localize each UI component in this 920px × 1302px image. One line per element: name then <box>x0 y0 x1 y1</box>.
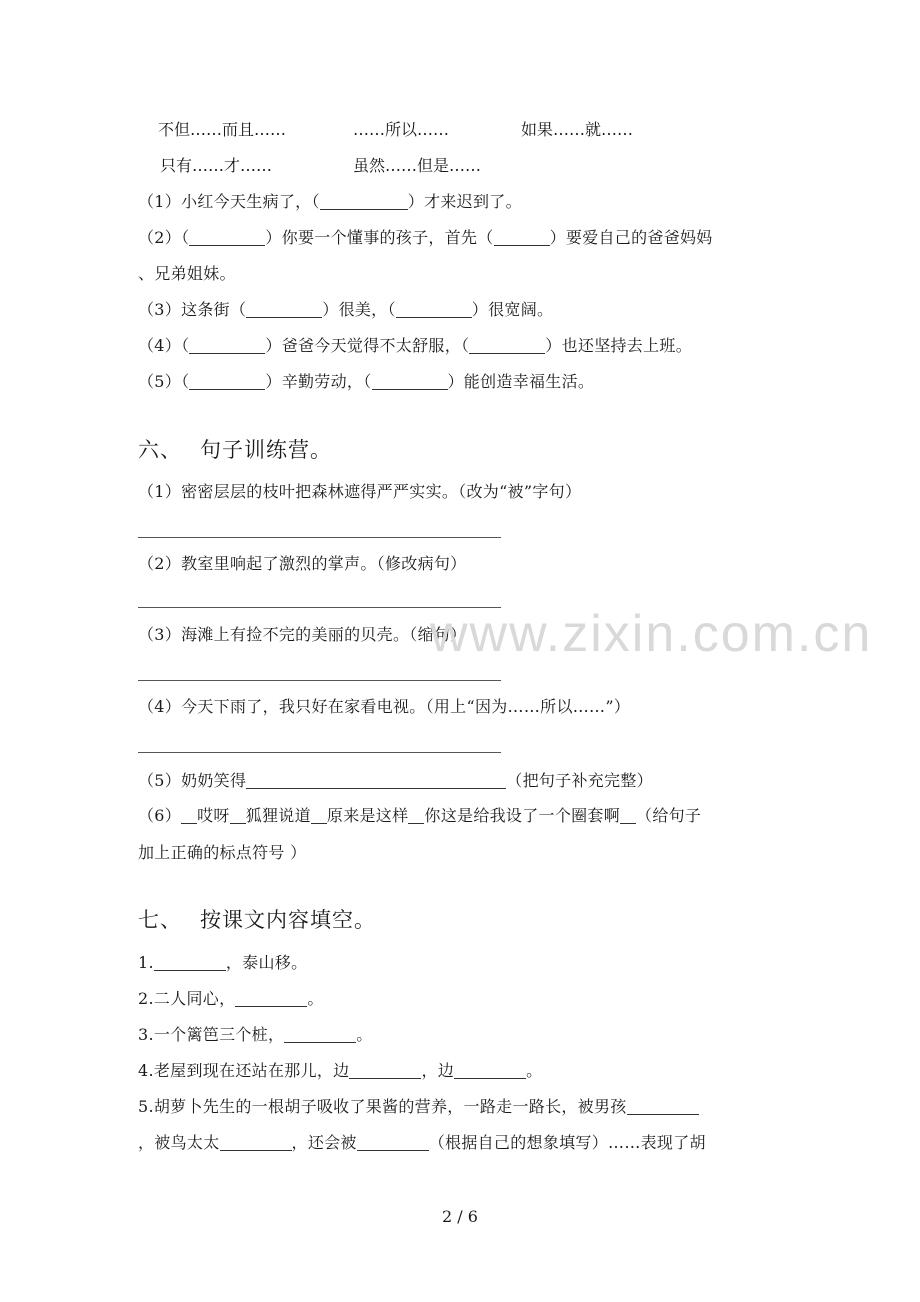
conjunction-option: 虽然……但是…… <box>353 156 482 175</box>
question-text: 。 <box>356 1025 373 1044</box>
answer-blank[interactable] <box>181 807 197 824</box>
question-item <box>138 335 692 357</box>
section-heading <box>138 906 376 934</box>
page-number: 2 / 6 <box>442 1207 478 1226</box>
question-item <box>138 1060 542 1082</box>
answer-blank[interactable] <box>357 1134 429 1151</box>
question-text: （5）奶奶笑得 <box>138 771 247 790</box>
question-text: （6） <box>138 806 182 825</box>
answer-blank[interactable] <box>469 337 545 354</box>
question-text: ）爸爸今天觉得不太舒服，（ <box>265 336 470 355</box>
section-title: 句子训练营。 <box>200 438 332 462</box>
question-item: （4）今天下雨了，我只好在家看电视。（用上“因为……所以……”） <box>138 697 631 716</box>
question-text: 4.老屋到现在还站在那儿，边 <box>138 1061 350 1080</box>
question-item: （3）海滩上有捡不完的美丽的贝壳。（缩句） <box>138 625 467 644</box>
answer-blank[interactable] <box>189 229 265 246</box>
question-item <box>138 988 324 1010</box>
question-text: ）能创造幸福生活。 <box>447 372 595 391</box>
question-item <box>138 299 553 321</box>
answer-blank[interactable] <box>454 1062 526 1079</box>
question-text: 5.胡萝卜先生的一根胡子吸收了果酱的营养，一路走一路长，被男孩 <box>138 1097 627 1116</box>
question-text: ，边 <box>421 1061 455 1080</box>
section-number: 六、 <box>138 438 182 462</box>
answer-blank[interactable] <box>235 990 307 1007</box>
question-item-continued <box>138 263 236 285</box>
question-text: 狐狸说道 <box>245 806 311 825</box>
question-text: 3.一个篱笆三个桩， <box>138 1025 285 1044</box>
conjunction-option: ……所以…… <box>353 120 450 139</box>
question-item <box>138 371 594 393</box>
question-text: （4）（ <box>138 336 190 355</box>
answer-blank[interactable] <box>189 373 265 390</box>
answer-blank[interactable] <box>189 337 265 354</box>
question-text: 2.二人同心， <box>138 989 236 1008</box>
conjunction-option: 不但……而且…… <box>158 120 287 139</box>
question-item <box>138 805 701 827</box>
question-text: 、兄弟姐妹。 <box>138 264 236 283</box>
question-text: ）很宽阔。 <box>471 300 554 319</box>
question-text: （1）小红今天生病了，（ <box>138 192 320 211</box>
question-text: ）你要一个懂事的孩子，首先（ <box>265 228 494 247</box>
question-item <box>138 770 653 792</box>
question-text: ，被鸟太太 <box>138 1133 220 1152</box>
answer-line[interactable] <box>138 680 501 681</box>
question-text: 原来是这样 <box>326 806 409 825</box>
conjunction-option: 如果……就…… <box>521 120 634 139</box>
question-text: （5）（ <box>138 372 190 391</box>
answer-blank[interactable] <box>349 1062 421 1079</box>
question-item: （1）密密层层的枝叶把森林遮得严严实实。（改为“被”字句） <box>138 482 582 501</box>
question-text: 你这是给我设了一个圈套啊 <box>424 806 621 825</box>
question-item <box>138 227 713 249</box>
question-text: ）也还坚持去上班。 <box>545 336 692 355</box>
answer-blank[interactable] <box>246 772 506 789</box>
answer-blank[interactable] <box>494 229 550 246</box>
question-text: ）要爱自己的爸爸妈妈 <box>549 228 713 247</box>
answer-blank[interactable] <box>220 1134 292 1151</box>
question-text: （3）这条街（ <box>138 300 247 319</box>
question-text: ，还会被 <box>291 1133 357 1152</box>
watermark: www.zixin.com.cn <box>430 605 873 663</box>
section-heading <box>138 436 332 464</box>
question-text: 。 <box>307 989 324 1008</box>
answer-blank[interactable] <box>311 807 327 824</box>
question-item-continued: 加上正确的标点符号 ） <box>138 843 307 862</box>
answer-blank[interactable] <box>246 301 322 318</box>
section-number: 七、 <box>138 908 182 932</box>
question-item <box>138 191 522 213</box>
question-text: （2）（ <box>138 228 190 247</box>
conjunction-option: 只有……才…… <box>160 156 273 175</box>
question-item: （2）教室里响起了激烈的掌声。（修改病句） <box>138 554 467 573</box>
question-text: ）才来迟到了。 <box>407 192 522 211</box>
answer-blank[interactable] <box>154 954 226 971</box>
question-item-continued <box>138 1132 706 1154</box>
question-text: （给句子 <box>636 806 702 825</box>
question-item <box>138 1024 373 1046</box>
question-text: ）辛勤劳动，（ <box>265 372 372 391</box>
question-text: ，泰山移。 <box>225 953 308 972</box>
question-item <box>138 952 307 974</box>
question-item <box>138 1096 699 1118</box>
answer-blank[interactable] <box>230 807 246 824</box>
section-title: 按课文内容填空。 <box>200 908 376 932</box>
answer-blank[interactable] <box>320 193 408 210</box>
question-text: ）很美，（ <box>322 300 396 319</box>
answer-blank[interactable] <box>396 301 472 318</box>
question-text: 1. <box>138 953 154 972</box>
question-text: 哎呀 <box>197 806 230 825</box>
answer-line[interactable] <box>138 752 501 753</box>
answer-blank[interactable] <box>627 1098 699 1115</box>
answer-blank[interactable] <box>408 807 424 824</box>
answer-blank[interactable] <box>372 373 448 390</box>
answer-blank[interactable] <box>284 1026 356 1043</box>
question-text: （把句子补充完整） <box>506 771 653 790</box>
answer-blank[interactable] <box>620 807 636 824</box>
question-text: （根据自己的想象填写）……表现了胡 <box>428 1133 706 1152</box>
question-text: 。 <box>526 1061 543 1080</box>
answer-line[interactable] <box>138 537 501 538</box>
